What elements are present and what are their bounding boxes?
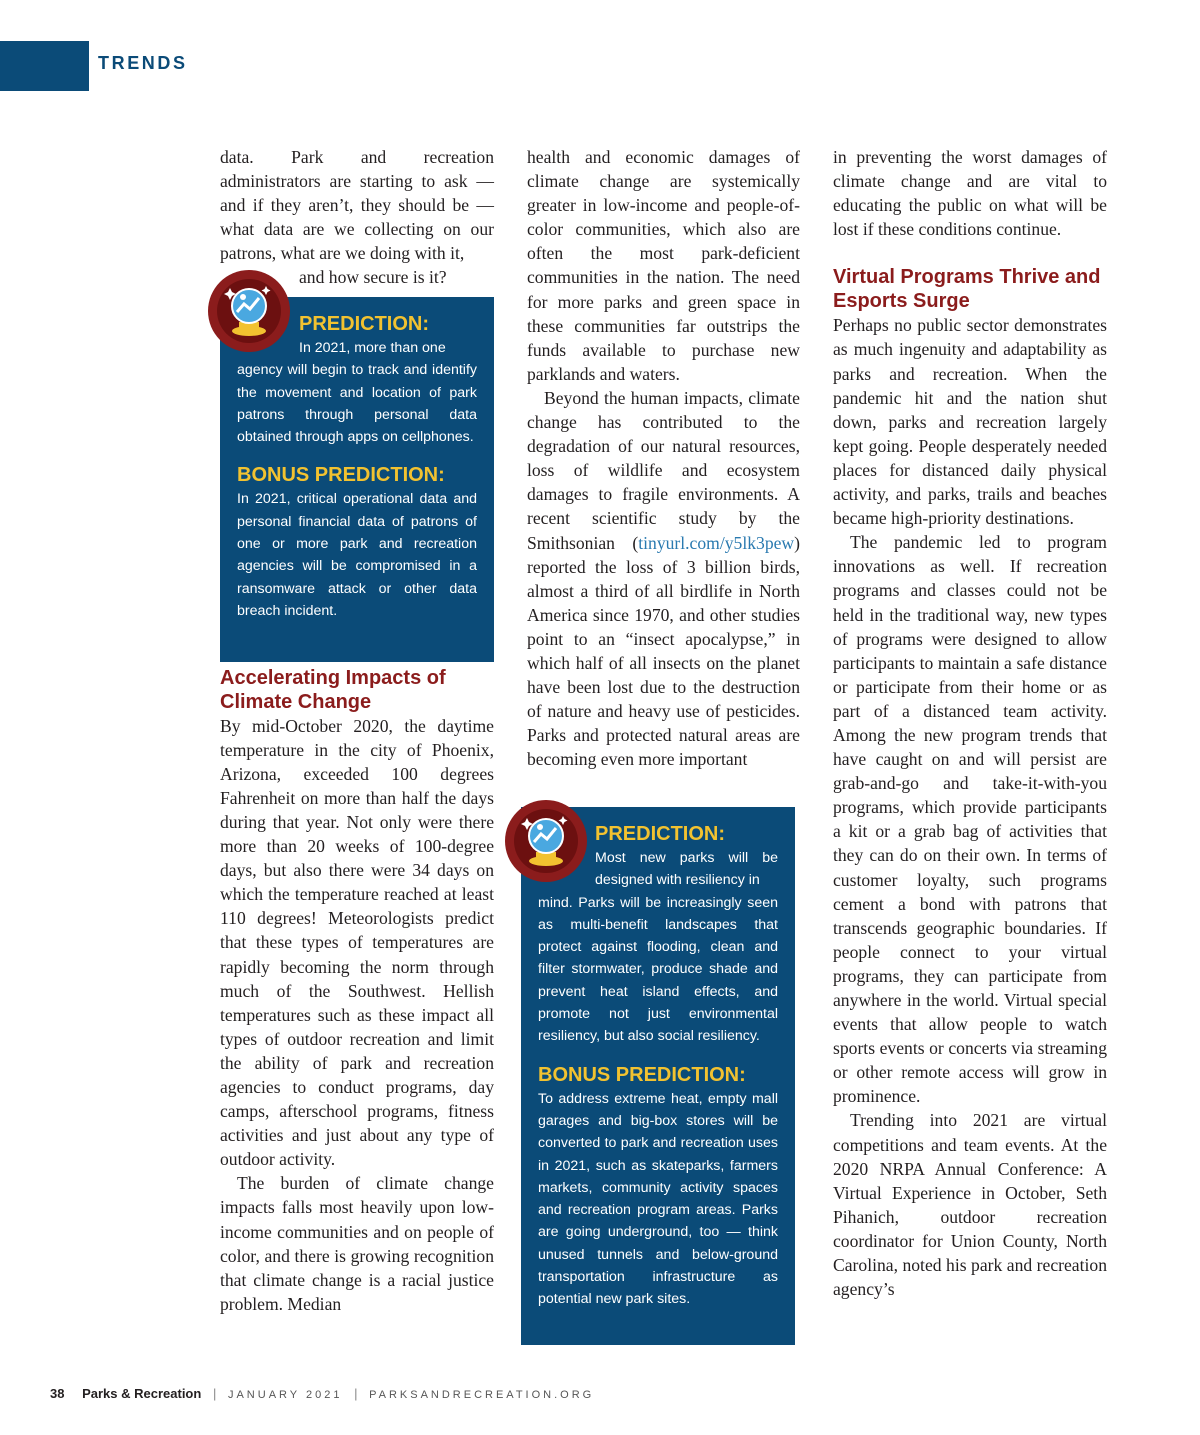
section-heading: Accelerating Impacts of Climate Change [220, 666, 446, 713]
issue-date: JANUARY 2021 [227, 1389, 343, 1401]
website[interactable]: PARKSANDRECREATION.ORG [369, 1389, 595, 1401]
separator: | [212, 1386, 217, 1401]
crystal-ball-icon [519, 812, 573, 870]
prediction-box [220, 297, 494, 662]
section-tab [0, 41, 89, 91]
prediction-box [521, 807, 795, 1345]
paragraph: Trending into 2021 are virtual competitions and team events. At the 2020 NRPA Annual Conference: A Virtual Experience in October, Seth Pihanich, outdoor recreation coordinator for Union County, North Carolina, noted his park and recreation agency’s [833, 1110, 1107, 1300]
section-heading: Virtual Programs Thrive and Esports Surge [833, 266, 1101, 313]
prediction-lead: Most new parks will be designed with resiliency in [595, 850, 778, 889]
paragraph: Perhaps no public sector demonstrates as much ingenuity and adaptability as parks and recreation. When the pandemic hit and the nation shut down, parks and recreation largely kept going. People desperately needed places for distanced daily physical activity, and parks, trails and beaches became high-priority destinations. [833, 315, 1107, 529]
column-3 [833, 145, 1107, 1301]
study-link[interactable]: tinyurl.com/y5lk3pew [638, 532, 795, 553]
crystal-ball-badge [505, 800, 587, 882]
crystal-ball-icon [222, 282, 276, 340]
bonus-prediction-text: In 2021, critical operational data and personal financial data of patrons of one or more park and recreation agencies will be compromised in a ransomware attack or other data breach incident. [237, 491, 477, 619]
prediction-title: PREDICTION: [299, 313, 429, 335]
prediction-title: PREDICTION: [595, 823, 725, 845]
separator: | [354, 1386, 358, 1401]
bonus-prediction-text: To address extreme heat, empty mall garages and big-box stores will be converted to park and recreation uses in 2021, such as skateparks, farmers markets, community activity spaces and recreation program areas. Parks are going underground, too — think unused tunnels and below-ground transportation infrastructure as potential new park sites. [538, 1090, 778, 1308]
paragraph: Beyond the human impacts, climate change has contributed to the degradation of our natural resources, loss of wildlife and ecosystem damages to fragile environments. A recent scientific study by the Smithsonian (tinyurl.com/y5lk3pew) reported the loss of 3 billion birds, almost a third of all birdlife in North America since 1970, and other studies point to an “insect apocalypse,” in which half of all insects on the planet have been lost due to the destruction of nature and heavy use of pesticides. Parks and protected natural areas are becoming even more important [527, 387, 800, 770]
prediction-lead: In 2021, more than one [299, 340, 446, 356]
paragraph: The pandemic led to program innovations as well. If recreation programs and classes could not be held in the traditional way, new types of programs were designed to allow participants to maintain a safe distance or participate from their home or as part of a distanced team activity. Among the new program trends that have caught on and will persist are grab-and-go and take-it-with-you programs, which provide participants a kit or a grab bag of activities that they can do on their own. In terms of customer loyalty, such programs cement a bond with patrons that transcends geographic boundaries. If people connect to your virtual programs, they can participate from anywhere in the world. Virtual special events that allow people to watch sports events or concerts via streaming or other remote access will grow in prominence. [833, 532, 1107, 1107]
crystal-ball-badge [208, 270, 290, 352]
bonus-prediction-title: BONUS PREDICTION: [237, 464, 445, 487]
paragraph: in preventing the worst damages of climate change and are vital to educating the public on what will be lost if these conditions continue. [833, 147, 1107, 240]
column-2 [527, 145, 800, 771]
page-footer [50, 1386, 594, 1401]
paragraph: By mid-October 2020, the daytime temperature in the city of Phoenix, Arizona, exceeded 100 degrees Fahrenheit on more than half the days during that year. Not only were there more than 20 weeks of 100-degree days, but also there were 34 days on which the temperature reached at least 110 degrees! Meteorologists predict that these types of temperatures are rapidly becoming the norm through much of the Southwest. Hellish temperatures such as these impact all types of outdoor recreation and limit the ability of park and recreation agencies to conduct programs, day camps, afterschool programs, fitness activities and just about any type of outdoor activity. [220, 715, 494, 1170]
paragraph-tail: and how secure is it? [299, 267, 447, 288]
paragraph: health and economic damages of climate change are systemically greater in low-income and people-of-color communities, which also are often the most park-deficient communities in the nation. The need for more parks and green space in these communities far outstrips the funds available to purchase new parklands and waters. [527, 147, 800, 384]
prediction-text: agency will begin to track and identify the movement and location of park patrons through personal data obtained through apps on cellphones. [237, 362, 477, 446]
bonus-prediction-title: BONUS PREDICTION: [538, 1063, 746, 1086]
paragraph: data. Park and recreation administrators are starting to ask — and if they aren’t, they should be — what data are we collecting on our patrons, what are we doing with it, [220, 147, 494, 264]
page-number: 38 [50, 1386, 65, 1401]
prediction-text: mind. Parks will be increasingly seen as multi-benefit landscapes that protect against flooding, clean and filter stormwater, produce shade and prevent heat island effects, and promote not just environmental resiliency, but also social resiliency. [538, 894, 778, 1045]
section-label: TRENDS [98, 53, 188, 73]
paragraph: The burden of climate change impacts falls most heavily upon low-income communities and on people of color, and there is growing recognition that climate change is a racial justice problem. Median [220, 1173, 494, 1314]
magazine-name: Parks & Recreation [82, 1386, 202, 1401]
